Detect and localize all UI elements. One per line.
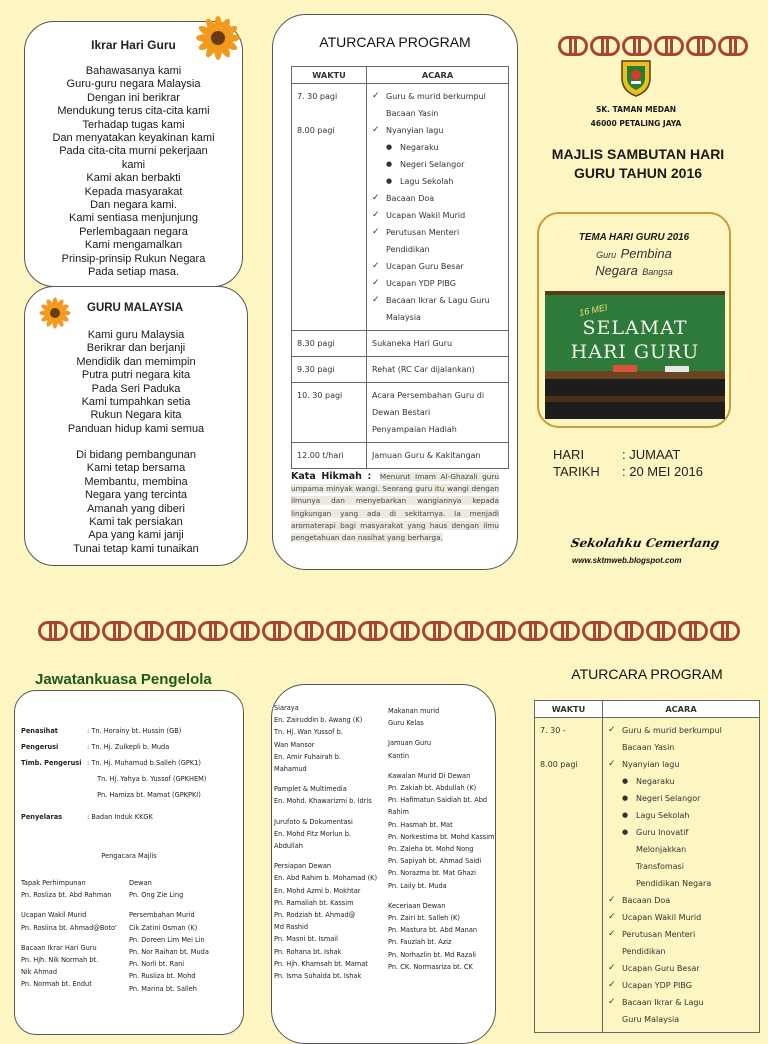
committee-member: Pn. Isma Suhaida bt. Ishak [274,972,362,981]
committee-member: Wan Mansor [274,740,315,749]
committee-member: En. Mohd. Khawarizmi b. Idris [274,797,372,806]
committee-member: Pn. Masni bt. Ismail [274,935,338,944]
committee-col-b [388,705,496,981]
agenda-time-cell [292,331,367,357]
agenda-item: ● Negeri Selangor [608,790,754,807]
agenda-row [292,84,509,331]
committee-member: Pn. Hasmah bt. Mat [388,820,453,829]
agenda-item: ✓ Bacaan Ikrar & Lagu [608,994,754,1011]
col-waktu: WAKTU [292,67,367,84]
poem-line: Mendidik dan memimpin [76,355,196,368]
committee-panel [14,690,244,1035]
committee-col-a [274,702,384,990]
committee-roles [21,723,243,803]
committee-group-heading: Bacaan Ikrar Hari Guru [21,943,97,952]
committee-member: Pn. Mastura bt. Abd Manan [388,926,478,935]
agenda-item: ✓ Nyanyian lagu [608,756,754,773]
agenda-item: Pendidikan [622,947,666,956]
sunflower-icon [194,14,242,62]
committee-member: Pn. Zaleha bt. Mohd Nong [388,845,474,854]
agenda-item: Rehat (RC Car dijalankan) [372,365,475,374]
tema-word-negara: Negara [595,263,638,278]
agenda-item: ✓ Ucapan Wakil Murid [372,207,503,224]
poem-line: Panduan hidup kami semua [67,422,205,435]
kata-hikmah-label: Kata Hikmah : [291,471,372,482]
ikrar-title: Ikrar Hari Guru [91,38,176,52]
school-address: 46000 PETALING JAYA [590,119,682,128]
poem-line: Membantu, membina [84,475,188,488]
committee-role-row [21,739,243,755]
committee-member: Mahamud [274,765,307,774]
agenda-time-cell [292,443,367,469]
agenda-table [291,66,509,469]
agenda-time: 8.00 pagi [297,126,335,135]
aturcara-title: ATURCARA PROGRAM [319,34,471,50]
ikrar-line: Kami mengamalkan [84,239,183,252]
committee-member: Pn. Sapiyah bt. Ahmad Saidi [388,857,482,866]
committee-member: Pn. Rodziah bt. Ahmad@ [274,911,356,920]
committee-member: Pn. Fauziah bt. Aziz [388,938,452,947]
tarikh-value: : 20 MEI 2016 [622,464,703,479]
agenda-item: Bacaan Yasin [622,743,675,752]
committee-member: Pn. Rusliza bt. Mohd [129,972,196,981]
committee-member: Rahim [388,808,409,817]
chalkboard-date: 16 MEI [578,302,609,318]
committee-group-heading: Tapak Perhimpunan [21,879,86,887]
committee-group [21,942,129,991]
website-link[interactable]: www.sktmweb.blogspot.com [572,556,682,565]
tema-line-2 [540,262,728,280]
committee-member: Nik Ahmad [21,968,58,977]
committee-role-row [21,771,243,787]
agenda-item: ✓ Ucapan Guru Besar [372,258,503,275]
committee-group-heading: Ucapan Wakil Murid [21,911,87,920]
agenda-item: Guru Malaysia [622,1015,680,1024]
agenda-time: 9.30 pagi [297,365,335,374]
ikrar-line: kami [121,158,146,171]
committee-group [274,816,384,853]
agenda-time: 12.00 t/hari [297,451,344,460]
event-title-line-2: GURU TAHUN 2016 [573,165,703,181]
agenda-item: ✓ Ucapan Guru Besar [608,960,754,977]
agenda-time: 10. 30 pagi [297,391,343,400]
ikrar-line: Dan menyatakan keyakinan kami [52,132,215,145]
ikrar-line: Dan negara kami. [90,199,177,212]
committee-member: En. Mohd Fitz Morlun b. [274,829,352,838]
poem-line: Kami guru Malaysia [87,329,185,341]
chalkboard-image [545,291,725,419]
committee-role-row [21,787,243,803]
chain-border-middle [38,621,740,641]
kata-hikmah [291,471,499,544]
committee-group [129,877,243,901]
committee-group-heading: Keceriaan Dewan [388,901,446,910]
chalkboard-line-2: HARI GURU [570,341,700,363]
committee-member: Pn. CK. Normasriza bt. CK [388,962,473,971]
committee-member: Tn. Hj. Wan Yussof b. [274,728,343,737]
committee-group-heading: Jurufoto & Dokumentasi [274,817,353,826]
agenda-item: ✓ Perutusan Menteri [608,926,754,943]
agenda-row [535,718,760,1033]
agenda-item: ✓ Guru & murid berkumpul [608,722,754,739]
sunflower-icon [38,296,72,330]
agenda-item: ● Lagu Sekolah [372,173,503,190]
agenda-item: ✓ Ucapan Wakil Murid [608,909,754,926]
kata-hikmah-text: Menurut Imam Al-Ghazali guru umpama minyak wangi. Seorang guru itu wangi dengan ilmunya dan menyebarkan wangiannya kepada lingkungan yang ada di sekitarnya. Ia menjadi aromaterapi bagi masyarakat yang haus dengan ilmu pengetahuan dan nasihat yang berharga. [291,472,499,543]
role-label: Pengerusi [21,743,59,751]
committee-group [388,737,496,761]
col-acara: ACARA [603,701,760,718]
poem-line: Kami tetap bersama [86,462,186,475]
agenda-items [372,361,503,378]
agenda-item: Transfomasi [636,862,684,871]
tarikh-label: TARIKH [553,464,600,479]
agenda-item: ● Lagu Sekolah [608,807,754,824]
agenda-item: ● Negaraku [372,139,503,156]
guru-malaysia-stanza-1 [25,329,247,436]
agenda-item: Pendidikan Negara [636,879,712,888]
committee-group [274,702,384,775]
agenda-items [608,722,754,1028]
committee-group [129,909,243,994]
aturcara-title-2: ATURCARA PROGRAM [571,666,723,682]
role-name: : Tn. Hj. Muhamud b.Salleh (GPK1) [87,759,201,767]
agenda-item: ✓ Bacaan Doa [372,190,503,207]
ikrar-line: Mendukung terus cita-cita kami [57,105,210,118]
agenda-time-cell [292,84,367,331]
agenda-item: Acara Persembahan Guru di [372,391,485,400]
agenda-acara-cell [367,331,509,357]
committee-group [388,705,496,729]
agenda-item: Malaysia [386,313,421,322]
poem-line: Amanah yang diberi [87,502,185,515]
committee-member: Md Rashid [274,923,309,932]
committee-member: Pn. Norazma bt. Mat Ghazi [388,869,476,878]
penyelaras-value: : Badan Induk KKGK [87,813,153,821]
committee-member: En. Zairuddin b. Awang (K) [274,716,363,725]
committee-member: Pn. Zairi bt. Salleh (K) [388,914,460,923]
ikrar-line: Terhadap tugas kami [82,118,185,131]
school-crest-icon [619,58,653,98]
agenda-item: Bacaan Yasin [386,109,439,118]
committee-group-heading: Kawalan Murid Di Dewan [388,771,471,780]
ikrar-line: Guru-guru negara Malaysia [66,78,201,91]
committee-member: Pn. Rohana bt. Ishak [274,947,342,956]
committee-member: En. Abd Rahim b. Mohamad (K) [274,874,378,883]
committee-member: Pn. Normah bt. Endut [21,980,92,989]
col-acara: ACARA [367,67,509,84]
committee-member: Pn. Nor Raihan bt. Muda [129,948,209,957]
hari-value: : JUMAAT [622,447,681,462]
agenda-time-cell [535,718,603,1033]
committee-group [21,877,129,901]
guru-malaysia-stanza-2 [25,449,247,556]
agenda-time-cell [292,383,367,443]
committee-left-col [21,877,129,999]
guru-malaysia-title: GURU MALAYSIA [87,302,184,314]
agenda-items [372,387,503,438]
committee-member: Abdullah [274,842,303,851]
role-name: Tn. Hj. Yahya b. Yussof (GPKHEM) [95,775,207,783]
agenda-acara-cell [603,718,760,1033]
agenda-time [540,739,597,756]
role-name: : Tn. Hj. Zulkepli b. Muda [87,743,170,751]
committee-group-heading: Siaraya [274,704,299,712]
event-title-line-1: MAJLIS SAMBUTAN HARI [551,146,725,162]
committee-group-heading: Persiapan Dewan [274,862,332,871]
aturcara-panel [272,14,518,570]
agenda-acara-cell [367,443,509,469]
committee-member: Pn. Norli bt. Rani [129,960,185,969]
committee-group-heading: Dewan [129,879,152,887]
committee-group [388,770,496,892]
ikrar-line: Bahawasanya kami [85,65,182,77]
committee-group [274,860,384,982]
poem-line: Negara yang tercinta [84,489,188,502]
agenda-item: Melonjakkan [636,845,687,854]
role-label: Timb. Pengerusi [21,759,82,767]
agenda-item: ✓ Ucapan YDP PIBG [608,977,754,994]
committee-member: Pn. Laily bt. Muda [388,881,447,890]
ikrar-line: Pada cita-cita murni pekerjaan [59,145,208,158]
tema-title: TEMA HARI GURU 2016 [578,232,690,243]
role-name: Pn. Hamiza bt. Mamat (GPKPKI) [95,791,201,799]
agenda-items [372,335,503,352]
agenda-item: Penyampaian Hadiah [372,425,457,434]
poem-line: Di bidang pembangunan [76,449,196,461]
committee-member: Pn. Hafimatun Saidiah bt. Abd [388,796,488,805]
committee-member: Pn. Ong Zie Ling [129,891,184,900]
committee-title: Jawatankuasa Pengelola [35,671,212,688]
agenda-row [292,331,509,357]
ikrar-line: Perlembagaan negara [79,225,188,238]
committee-member: Pn. Hjh. Nik Normah bt. [21,956,99,965]
agenda-row [292,357,509,383]
committee-member: En. Amir Fuhairah b. [274,752,342,761]
poem-line: Kami tak persiakan [89,516,183,529]
committee-group [21,909,129,933]
committee-member: Pn. Doreen Lim Mei Lin [129,935,205,944]
agenda-item: Dewan Bestari [372,408,431,417]
agenda-item: ✓ Perutusan Menteri [372,224,503,241]
chain-border-top [558,36,748,56]
agenda-item: Jamuan Guru & Kakitangan [372,451,481,460]
agenda-items [372,447,503,464]
agenda-time: 7. 30 - [540,726,566,735]
committee-group [388,900,496,973]
committee-right-col [129,877,243,1003]
committee-group-heading: Persembahan Murid [129,911,195,920]
tema-word-bangsa: Bangsa [642,267,673,277]
committee-member: Pn. Marina bt. Salleh [129,984,197,993]
poem-line: Rukun Negara kita [90,409,182,422]
agenda-item: ✓ Bacaan Ikrar & Lagu Guru [372,292,503,309]
agenda-item: ✓ Nyanyian lagu [372,122,503,139]
agenda-item: ✓ Guru & murid berkumpul [372,88,503,105]
committee-member: Pn. Roslina bt. Ahmad@Boto' [21,923,117,932]
committee-group [274,783,384,807]
chalkboard-line-1: SELAMAT [582,317,688,339]
agenda-table-2 [534,700,760,1033]
role-name: : Tn. Horainy bt. Hussin (GB) [87,727,182,735]
committee-member: Pn. Zakiah bt. Abdullah (K) [388,784,477,793]
school-name: SK. TAMAN MEDAN [595,105,677,114]
poem-line: Apa yang kami janji [88,529,184,542]
agenda-time: 8.30 pagi [297,339,335,348]
committee-role-row [21,755,243,771]
ikrar-line: Prinsip-prinsip Rukun Negara [61,252,206,265]
committee-member: En. Mohd Azmi b. Mokhtar [274,886,361,895]
committee-member: Pn. Hjh. Khamsah bt. Mamat [274,959,368,968]
agenda-item: ✓ Ucapan YDP PIBG [372,275,503,292]
tema-word-pembina: Pembina [620,246,672,261]
committee-member: Kantin [388,751,410,760]
agenda-acara-cell [367,357,509,383]
pengacara-majlis: Pengacara Majlis [101,852,157,860]
poem-line: Kami tumpahkan setia [81,396,191,409]
agenda-items [372,88,503,326]
agenda-time: 8.00 pagi [540,760,578,769]
committee-group-heading: Makanan murid [388,707,440,715]
ikrar-line: Dengan ini berikrar [87,91,180,104]
penyelaras-row [21,811,243,823]
agenda-item: ✓ Bacaan Doa [608,892,754,909]
ikrar-line: Kami sentiasa menjunjung [68,212,199,225]
school-motto: Sekolahku Cemerlang [569,536,721,550]
tema-word-guru: Guru [596,250,617,260]
agenda-time: 7. 30 pagi [297,92,338,101]
ikrar-line: Pada setiap masa. [87,266,180,279]
hari-label: HARI [553,447,585,462]
agenda-row [292,443,509,469]
agenda-time-cell [292,357,367,383]
committee-group-heading: Pamplet & Multimedia [274,785,347,794]
committee-group-heading: Jamuan Guru [388,739,432,748]
agenda-row [292,383,509,443]
agenda-item: ● Negaraku [608,773,754,790]
agenda-item: Pendidikan [386,245,430,254]
agenda-item: ● Guru Inovatif [608,824,754,841]
ikrar-line: Kepada masyarakat [84,185,183,198]
ikrar-text [25,65,242,280]
committee-member: Pn. Rosliza bt. Abd Rahman [21,891,112,900]
agenda-acara-cell [367,383,509,443]
committee-member: Pn. Ramaliah bt. Kassim [274,898,354,907]
poem-line: Berikrar dan berjanji [86,342,186,355]
penyelaras-label: Penyelaras [21,813,63,821]
ikrar-line: Kami akan berbakti [86,172,181,185]
committee-role-row [21,723,243,739]
role-label: Penasihat [21,727,58,735]
poem-line: Tunai tetap kami tunaikan [73,542,199,555]
committee-member: Guru Kelas [388,719,424,728]
committee-member: Pn. Norhazlin bt. Md Razali [388,950,476,959]
poem-line: Putra putri negara kita [81,369,191,382]
col-waktu: WAKTU [535,701,603,718]
committee-member: Cik Zatini Osman (K) [129,923,198,932]
poem-line: Pada Seri Paduka [91,382,181,395]
committee-member: Pn. Norkestima bt. Mohd Kassim [388,832,495,841]
agenda-time [297,105,361,122]
agenda-item: ● Negeri Selangor [372,156,503,173]
agenda-item: Sukaneka Hari Guru [372,339,453,348]
agenda-acara-cell [367,84,509,331]
tema-line-1 [540,245,728,263]
